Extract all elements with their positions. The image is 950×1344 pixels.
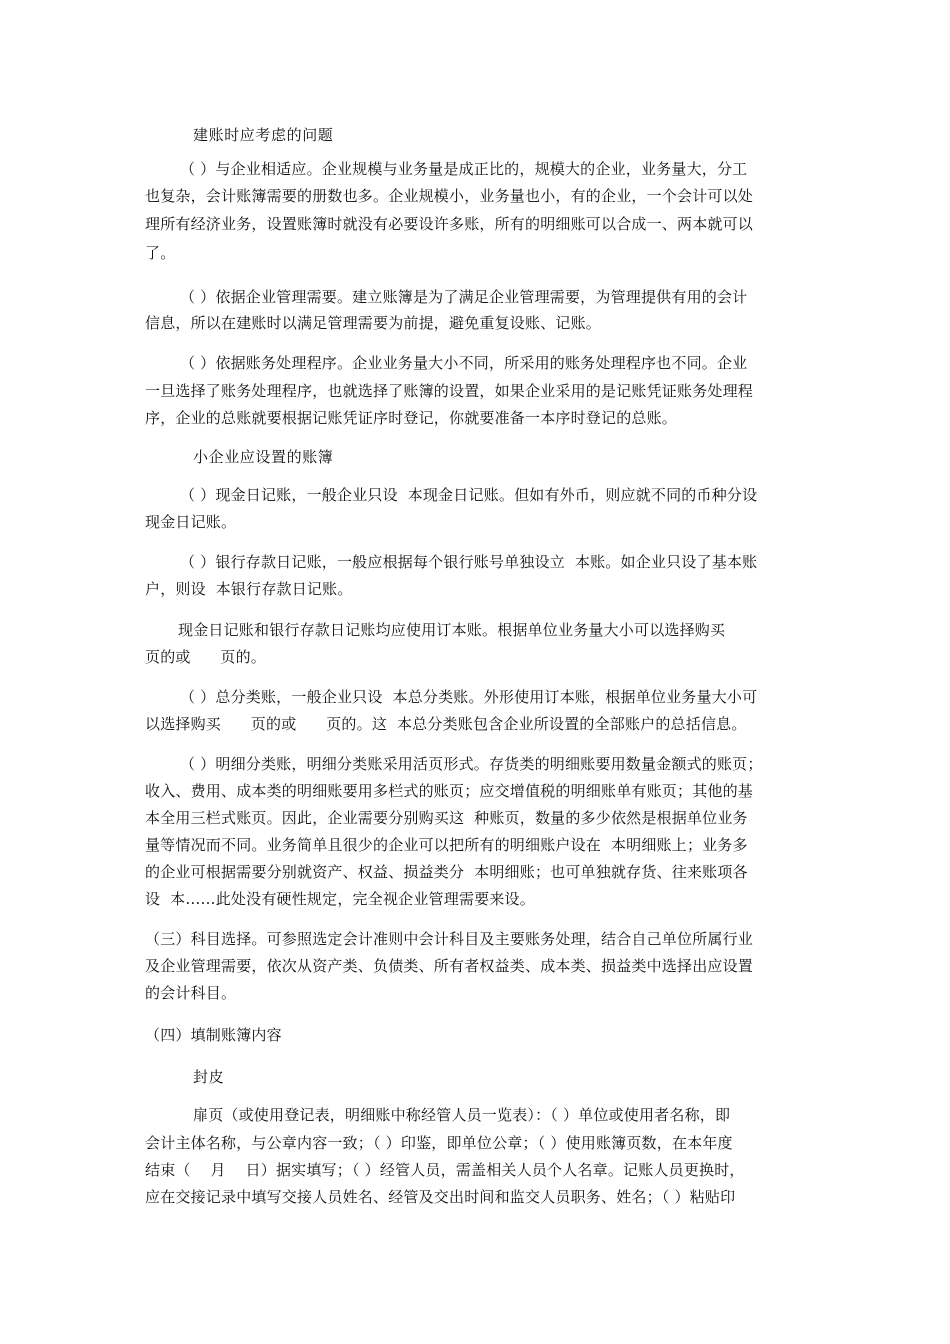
section-heading: （四）填制账簿内容 — [145, 1026, 282, 1044]
paragraph-line: （ ）现金日记账，一般企业只设 本现金日记账。但如有外币，则应就不同的币种分设 — [180, 486, 758, 504]
paragraph-line: （ ）依据企业管理需要。建立账簿是为了满足企业管理需要，为管理提供有用的会计 — [180, 288, 748, 306]
paragraph-line: 以选择购买 页的或 页的。这 本总分类账包含企业所设置的全部账户的总括信息。 — [145, 715, 747, 733]
paragraph-line: 结束（ 月 日）据实填写；（ ）经管人员，需盖相关人员个人名章。记账人员更换时， — [145, 1161, 745, 1179]
section-heading: 建账时应考虑的问题 — [193, 126, 334, 144]
paragraph-line: 扉页（或使用登记表，明细账中称经管人员一览表）：（ ）单位或使用者名称，即 — [193, 1106, 731, 1124]
paragraph-line: 的企业可根据需要分别就资产、权益、损益类分 本明细账；也可单独就存货、往来账项各 — [145, 863, 748, 881]
paragraph-line: 也复杂，会计账簿需要的册数也多。企业规模小，业务量也小，有的企业，一个会计可以处 — [145, 187, 754, 205]
paragraph-line: 的会计科目。 — [145, 984, 237, 1002]
paragraph-line: （三）科目选择。可参照选定会计准则中会计科目及主要账务处理，结合自己单位所属行业 — [145, 930, 754, 948]
paragraph-line: （ ）银行存款日记账，一般应根据每个银行账号单独设立 本账。如企业只设了基本账 — [180, 553, 758, 571]
section-heading: 封皮 — [193, 1068, 225, 1086]
paragraph-line: 序，企业的总账就要根据记账凭证序时登记，你就要准备一本序时登记的总账。 — [145, 409, 678, 427]
paragraph-line: （ ）总分类账，一般企业只设 本总分类账。外形使用订本账，根据单位业务量大小可 — [180, 688, 758, 706]
paragraph-line: 现金日记账和银行存款日记账均应使用订本账。根据单位业务量大小可以选择购买 — [178, 621, 726, 639]
paragraph-line: 会计主体名称，与公章内容一致；（ ）印鉴，即单位公章；（ ）使用账簿页数，在本年度 — [145, 1134, 733, 1152]
paragraph-line: 量等情况而不同。业务简单且很少的企业可以把所有的明细账户设在 本明细账上；业务多 — [145, 836, 748, 854]
paragraph-line: 户，则设 本银行存款日记账。 — [145, 580, 353, 598]
paragraph-line: （ ）依据账务处理程序。企业业务量大小不同，所采用的账务处理程序也不同。企业 — [180, 354, 748, 372]
paragraph-line: 收入、费用、成本类的明细账要用多栏式的账页；应交增值税的明细账单有账页；其他的基 — [145, 782, 754, 800]
paragraph-line: 现金日记账。 — [145, 513, 237, 531]
paragraph-line: 理所有经济业务，设置账簿时就没有必要设许多账，所有的明细账可以合成一、两本就可以 — [145, 215, 754, 233]
paragraph-line: （ ）与企业相适应。企业规模与业务量是成正比的，规模大的企业，业务量大，分工 — [180, 160, 748, 178]
paragraph-line: （ ）明细分类账，明细分类账采用活页形式。存货类的明细账要用数量金额式的账页； — [180, 755, 763, 773]
paragraph-line: 应在交接记录中填写交接人员姓名、经管及交出时间和监交人员职务、姓名；（ ）粘贴印 — [145, 1188, 736, 1206]
paragraph-line: 了。 — [145, 244, 176, 262]
paragraph-line: 及企业管理需要，依次从资产类、负债类、所有者权益类、成本类、损益类中选择出应设置 — [145, 957, 754, 975]
paragraph-line: 信息，所以在建账时以满足管理需要为前提，避免重复设账、记账。 — [145, 314, 602, 332]
paragraph-line: 一旦选择了账务处理程序，也就选择了账簿的设置，如果企业采用的是记账凭证账务处理程 — [145, 382, 754, 400]
paragraph-line: 本全用三栏式账页。因此，企业需要分别购买这 种账页，数量的多少依然是根据单位业务 — [145, 809, 748, 827]
paragraph-line: 页的或 页的。 — [145, 648, 267, 666]
section-heading: 小企业应设置的账簿 — [193, 448, 334, 466]
paragraph-line: 设 本……此处没有硬性规定，完全视企业管理需要来设。 — [145, 890, 535, 908]
